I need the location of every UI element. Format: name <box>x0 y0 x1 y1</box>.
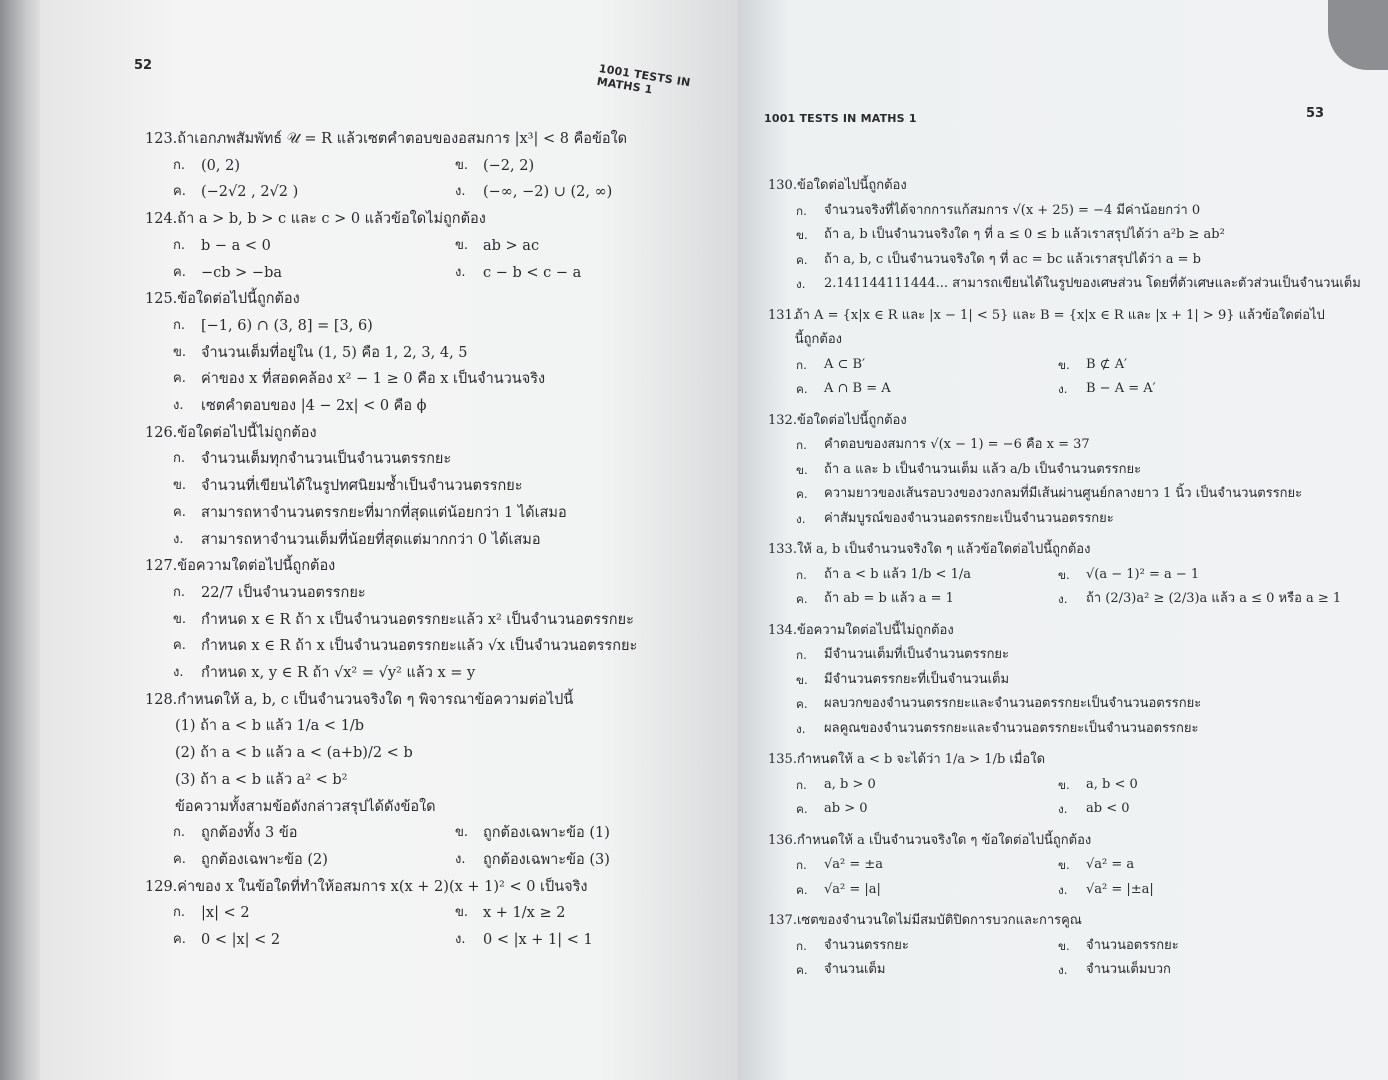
option-label: ค. <box>173 184 186 200</box>
option-text: จำนวนที่เขียนได้ในรูปทศนิยมซ้ำเป็นจำนวนตรรกยะ <box>201 478 523 495</box>
option-label: ก. <box>173 237 186 253</box>
answer-option <box>455 847 725 874</box>
answer-option <box>173 527 725 554</box>
option-text: ab < 0 <box>1086 801 1130 816</box>
answer-option <box>796 563 1058 588</box>
option-text: 0 < |x + 1| < 1 <box>483 932 593 949</box>
answer-option <box>1058 587 1341 612</box>
answer-option <box>1058 563 1341 588</box>
answer-option <box>796 717 1328 742</box>
option-label: ค. <box>796 487 808 501</box>
option-label: ง. <box>173 398 184 414</box>
question-text: ถ้า a > b, b > c และ c > 0 แล้วข้อใดไม่ถูกต้อง <box>177 211 486 228</box>
option-label: ง. <box>455 184 466 200</box>
answer-option <box>1058 377 1328 402</box>
option-list <box>145 313 725 420</box>
question <box>145 286 725 420</box>
question-number: 126. <box>145 424 178 441</box>
answer-option <box>173 153 455 180</box>
answer-option <box>173 446 725 473</box>
answer-option <box>796 643 1328 668</box>
option-text: √a² = |a| <box>824 881 881 897</box>
answer-option <box>796 692 1328 717</box>
option-text: A ∩ B = A <box>824 381 891 396</box>
answer-option <box>173 313 725 340</box>
question-stem <box>768 174 1328 199</box>
left-page <box>40 0 740 1080</box>
answer-option <box>796 773 1058 798</box>
answer-option <box>455 820 725 847</box>
question <box>768 174 1361 297</box>
option-text: A ⊂ B′ <box>824 356 866 372</box>
option-text: จำนวนตรรกยะ <box>824 937 909 953</box>
option-label: ค. <box>796 882 808 897</box>
answer-option <box>1058 958 1328 983</box>
option-label: ข. <box>173 478 187 494</box>
statement: (2) ถ้า a < b แล้ว a < (a+b)/2 < b <box>175 745 413 762</box>
option-label: ก. <box>796 858 807 872</box>
question-number: 135. <box>768 752 797 767</box>
option-label: ค. <box>796 802 808 816</box>
option-list <box>145 820 725 873</box>
answer-option <box>796 458 1328 483</box>
question-list <box>145 126 725 954</box>
question-stem <box>768 909 1328 934</box>
option-label: ค. <box>173 371 186 387</box>
option-text: จำนวนเต็มบวก <box>1086 962 1171 977</box>
option-text: b − a < 0 <box>201 237 271 254</box>
question-number: 123. <box>145 131 178 147</box>
answer-option <box>173 660 725 687</box>
question-text: ข้อใดต่อไปนี้ถูกต้อง <box>796 412 907 428</box>
option-text: a, b > 0 <box>824 776 876 792</box>
question-text: กำหนดให้ a เป็นจำนวนจริงใด ๆ ข้อใดต่อไปนี้ถูกต้อง <box>796 832 1092 848</box>
option-text: B − A = A′ <box>1086 381 1156 396</box>
option-text: 0 < |x| < 2 <box>201 932 281 949</box>
answer-option <box>796 853 1058 878</box>
question-number: 128. <box>145 691 178 708</box>
statement-list <box>145 713 725 820</box>
option-list <box>768 353 1328 402</box>
option-text: มีจำนวนเต็มที่เป็นจำนวนตรรกยะ <box>824 647 1010 662</box>
option-label: ง. <box>173 665 184 681</box>
answer-option <box>455 153 725 180</box>
answer-option <box>173 927 455 954</box>
option-text: จำนวนอตรรกยะ <box>1086 937 1179 953</box>
option-label: ค. <box>796 592 808 606</box>
statement: (3) ถ้า a < b แล้ว a² < b² <box>175 771 348 788</box>
option-text: สามารถหาจำนวนเต็มที่น้อยที่สุดแต่มากกว่า 0 ได้เสมอ <box>201 531 541 548</box>
question-text: ให้ a, b เป็นจำนวนจริงใด ๆ แล้วข้อใดต่อไปนี้ถูกต้อง <box>796 542 1091 557</box>
option-text: |x| < 2 <box>201 905 250 922</box>
option-text: ถ้า (2/3)a² ≥ (2/3)a แล้ว a ≤ 0 หรือ a ≥ 1 <box>1086 591 1342 606</box>
answer-option <box>796 668 1328 693</box>
option-text: [−1, 6) ∩ (3, 8] = [3, 6) <box>201 317 373 334</box>
option-label: ง. <box>1058 882 1068 897</box>
option-label: ก. <box>796 648 807 662</box>
option-label: ข. <box>1058 938 1070 953</box>
option-list <box>145 900 725 953</box>
option-text: ab > 0 <box>824 801 868 816</box>
option-text: สามารถหาจำนวนตรรกยะที่มากที่สุดแต่น้อยกว่า 1 ได้เสมอ <box>201 504 567 521</box>
answer-option <box>173 900 455 927</box>
option-label: ข. <box>173 344 187 360</box>
question <box>145 553 725 687</box>
question <box>768 748 1328 822</box>
option-text: ถูกต้องเฉพาะข้อ (3) <box>483 851 610 868</box>
option-text: กำหนด x ∈ R ถ้า x เป็นจำนวนอตรรกยะแล้ว √x เป็นจำนวนอตรรกยะ <box>201 638 638 655</box>
question-text: กำหนดให้ a < b จะได้ว่า 1/a > 1/b เมื่อใด <box>796 752 1046 767</box>
question-text: ข้อใดต่อไปนี้ถูกต้อง <box>796 178 907 193</box>
question-stem <box>145 687 725 714</box>
option-label: ง. <box>1058 592 1068 606</box>
option-label: ง. <box>455 932 466 948</box>
question-text: ข้อความใดต่อไปนี้ถูกต้อง <box>177 558 336 575</box>
question-text: ถ้าเอกภพสัมพัทธ์ 𝒰 = R แล้วเซตคำตอบของอสมการ |x³| < 8 คือข้อใด <box>177 131 628 147</box>
option-text: √a² = |±a| <box>1086 881 1154 897</box>
option-list <box>145 233 725 286</box>
option-label: ง. <box>796 511 806 526</box>
option-label: ข. <box>796 228 808 242</box>
option-label: ค. <box>796 697 808 711</box>
option-label: ค. <box>796 963 808 977</box>
option-label: ก. <box>173 451 186 467</box>
spacer <box>768 612 1328 619</box>
answer-option <box>173 633 725 660</box>
answer-option <box>455 927 725 954</box>
answer-option <box>796 199 1328 224</box>
option-text: (−2√2 , 2√2 ) <box>201 184 299 201</box>
option-text: a, b < 0 <box>1086 776 1138 792</box>
option-text: ค่าสัมบูรณ์ของจำนวนอตรรกยะเป็นจำนวนอตรรกยะ <box>824 510 1114 526</box>
answer-option <box>173 473 725 500</box>
question <box>145 687 725 874</box>
option-text: กำหนด x, y ∈ R ถ้า √x² = √y² แล้ว x = y <box>201 665 476 682</box>
question-stem <box>768 538 1328 563</box>
question-number: 124. <box>145 211 178 228</box>
option-label: ก. <box>173 317 186 333</box>
question-number: 130. <box>768 178 797 193</box>
option-label: ข. <box>1058 567 1070 582</box>
option-label: ค. <box>796 252 808 267</box>
option-text: ab > ac <box>483 237 540 254</box>
option-list <box>145 153 725 206</box>
answer-option <box>1058 934 1328 959</box>
right-page <box>738 0 1388 1080</box>
option-label: ง. <box>173 531 184 547</box>
option-label: ง. <box>796 721 806 736</box>
option-label: ค. <box>796 382 808 396</box>
option-label: ง. <box>455 264 466 280</box>
option-text: ถ้า a, b, c เป็นจำนวนจริงใด ๆ ที่ ac = bc แล้วเราสรุปได้ว่า a = b <box>824 251 1201 267</box>
option-label: ค. <box>173 932 186 948</box>
question <box>768 304 1328 402</box>
question <box>145 126 725 206</box>
answer-option <box>455 900 725 927</box>
question-text: ข้อใดต่อไปนี้ถูกต้อง <box>177 291 300 308</box>
option-label: ข. <box>796 462 808 477</box>
question-number: 137. <box>768 913 797 928</box>
option-label: ง. <box>455 851 466 867</box>
spacer <box>768 741 1328 748</box>
option-label: ค. <box>173 504 186 520</box>
option-text: ผลบวกของจำนวนตรรกยะและจำนวนอตรรกยะเป็นจำนวนอตรรกยะ <box>824 696 1202 711</box>
option-text: ผลคูณของจำนวนตรรกยะและจำนวนอตรรกยะเป็นจำนวนอตรรกยะ <box>824 720 1199 736</box>
question-text: ถ้า A = {x|x ∈ R และ |x − 1| < 5} และ B = {x|x ∈ R และ |x + 1| > 9} แล้วข้อใดต่อไปนี้ถูกต้อง <box>794 307 1325 347</box>
statement: (1) ถ้า a < b แล้ว 1/a < 1/b <box>175 718 365 735</box>
option-text: (0, 2) <box>201 157 240 174</box>
option-text: ถ้า a, b เป็นจำนวนจริงใด ๆ ที่ a ≤ 0 ≤ b แล้วเราสรุปได้ว่า a²b ≥ ab² <box>824 227 1225 242</box>
option-label: ก. <box>796 938 807 953</box>
answer-option <box>1058 773 1328 798</box>
option-label: ง. <box>796 277 806 291</box>
answer-option <box>173 393 725 420</box>
answer-option <box>173 847 455 874</box>
option-text: √a² = ±a <box>824 857 884 872</box>
option-text: ถูกต้องเฉพาะข้อ (1) <box>483 825 610 842</box>
option-text: ถ้า a และ b เป็นจำนวนเต็ม แล้ว a/b เป็นจำนวนตรรกยะ <box>824 461 1142 477</box>
question-list <box>768 174 1361 990</box>
answer-option <box>796 958 1058 983</box>
option-text: (−∞, −2) ∪ (2, ∞) <box>483 184 613 201</box>
option-label: ข. <box>455 825 469 841</box>
option-text: √a² = a <box>1086 857 1135 872</box>
question-stem <box>768 619 1328 644</box>
question-text: ข้อความใดต่อไปนี้ไม่ถูกต้อง <box>796 622 954 638</box>
option-label: ข. <box>173 611 187 627</box>
question-number: 134. <box>768 622 797 638</box>
question-text: ข้อใดต่อไปนี้ไม่ถูกต้อง <box>177 424 317 441</box>
answer-option <box>173 820 455 847</box>
option-label: ก. <box>173 584 186 600</box>
answer-option <box>1058 878 1328 903</box>
option-label: ข. <box>455 905 469 921</box>
answer-option <box>796 934 1058 959</box>
option-label: ก. <box>796 203 807 218</box>
option-text: x + 1/x ≥ 2 <box>483 905 566 922</box>
option-list <box>145 446 725 553</box>
answer-option <box>173 366 725 393</box>
spacer <box>768 902 1328 909</box>
option-label: ข. <box>455 157 469 173</box>
option-label: ข. <box>1058 357 1070 372</box>
option-text: เซตคำตอบของ |4 − 2x| < 0 คือ ϕ <box>201 398 427 415</box>
option-text: จำนวนเต็มทุกจำนวนเป็นจำนวนตรรกยะ <box>201 451 452 468</box>
spacer <box>768 822 1328 829</box>
option-label: ง. <box>1058 802 1068 816</box>
question-number: 132. <box>768 412 797 428</box>
question <box>768 409 1328 532</box>
option-text: จำนวนเต็มที่อยู่ใน (1, 5) คือ 1, 2, 3, 4, 5 <box>201 344 468 361</box>
answer-option <box>1058 797 1328 822</box>
question-stem <box>145 286 725 313</box>
answer-option <box>796 433 1328 458</box>
option-text: c − b < c − a <box>483 264 582 281</box>
answer-option <box>796 797 1058 822</box>
running-head: 1001 TESTS IN MATHS 1 <box>764 112 917 125</box>
option-text: ถ้า a < b แล้ว 1/b < 1/a <box>824 566 971 582</box>
answer-option <box>173 580 725 607</box>
question-number: 133. <box>768 542 797 557</box>
question-text: เซตของจำนวนใดไม่มีสมบัติปิดการบวกและการคูณ <box>796 913 1082 928</box>
question-text: ค่าของ x ในข้อใดที่ทำให้อสมการ x(x + 2)(x + 1)² < 0 เป็นจริง <box>177 878 588 895</box>
option-label: ค. <box>173 264 186 280</box>
answer-option <box>796 878 1058 903</box>
option-label: ก. <box>796 777 807 792</box>
option-text: มีจำนวนตรรกยะที่เป็นจำนวนเต็ม <box>824 671 1010 687</box>
answer-option <box>173 607 725 634</box>
option-text: 22/7 เป็นจำนวนอตรรกยะ <box>201 584 366 601</box>
option-label: ก. <box>796 438 807 452</box>
question-stem <box>145 420 725 447</box>
option-text: กำหนด x ∈ R ถ้า x เป็นจำนวนอตรรกยะแล้ว x² เป็นจำนวนอตรรกยะ <box>201 611 634 628</box>
question-stem <box>145 553 725 580</box>
answer-option <box>796 482 1328 507</box>
answer-option <box>1058 853 1328 878</box>
answer-option <box>173 500 725 527</box>
option-label: ง. <box>1058 963 1068 977</box>
question-stem <box>145 126 725 153</box>
question-text: กำหนดให้ a, b, c เป็นจำนวนจริงใด ๆ พิจารณาข้อความต่อไปนี้ <box>177 691 574 708</box>
page-number: 52 <box>134 58 153 73</box>
statement: ข้อความทั้งสามข้อดังกล่าวสรุปได้ดังข้อใด <box>175 798 436 815</box>
spacer <box>768 297 1328 304</box>
option-text: คำตอบของสมการ √(x − 1) = −6 คือ x = 37 <box>824 437 1090 452</box>
answer-option <box>1058 353 1328 378</box>
option-label: ค. <box>173 638 186 654</box>
option-label: ข. <box>1058 858 1070 872</box>
question-stem <box>768 829 1328 854</box>
option-label: ข. <box>455 237 469 253</box>
question <box>145 206 725 286</box>
spacer <box>768 402 1328 409</box>
question <box>145 874 725 954</box>
question-number: 125. <box>145 291 178 308</box>
answer-option <box>173 233 455 260</box>
answer-option <box>455 260 725 287</box>
option-text: 2.141144111444... สามารถเขียนได้ในรูปของเศษส่วน โดยที่ตัวเศษและตัวส่วนเป็นจำนวนเต็ม <box>824 276 1361 291</box>
question-number: 131. <box>768 307 797 323</box>
option-text: ถูกต้องทั้ง 3 ข้อ <box>201 825 298 842</box>
answer-option <box>455 233 725 260</box>
answer-option <box>455 179 725 206</box>
question-number: 136. <box>768 832 797 848</box>
option-label: ก. <box>796 567 807 582</box>
option-text: ถูกต้องเฉพาะข้อ (2) <box>201 851 328 868</box>
option-text: B ⊄ A′ <box>1086 356 1128 372</box>
option-label: ข. <box>1058 777 1070 792</box>
question-stem <box>145 874 725 901</box>
question-number: 129. <box>145 878 178 895</box>
question-number: 127. <box>145 558 178 575</box>
option-list <box>145 580 725 687</box>
option-list <box>768 643 1328 741</box>
page-number: 53 <box>1306 106 1325 121</box>
option-label: ข. <box>796 672 808 687</box>
question <box>768 909 1328 983</box>
answer-option <box>173 340 725 367</box>
option-text: จำนวนเต็ม <box>824 962 886 977</box>
book-edge <box>0 0 44 1080</box>
question <box>768 829 1328 903</box>
question-stem <box>145 206 725 233</box>
question <box>768 538 1342 612</box>
option-text: −cb > −ba <box>201 264 282 281</box>
question <box>145 420 725 554</box>
option-list <box>768 433 1328 531</box>
option-label: ก. <box>173 825 186 841</box>
question-stem <box>768 409 1328 434</box>
answer-option <box>796 587 1058 612</box>
option-text: √(a − 1)² = a − 1 <box>1086 566 1200 582</box>
answer-option <box>796 272 1361 297</box>
option-text: จำนวนจริงที่ได้จากการแก้สมการ √(x + 25) = −4 มีค่าน้อยกว่า 0 <box>824 202 1201 218</box>
option-label: ก. <box>173 905 186 921</box>
option-list <box>768 199 1361 297</box>
answer-option <box>173 260 455 287</box>
answer-option <box>796 507 1328 532</box>
spacer <box>768 531 1328 538</box>
option-text: (−2, 2) <box>483 157 535 174</box>
background-corner <box>1328 0 1388 70</box>
option-text: ค่าของ x ที่สอดคล้อง x² − 1 ≥ 0 คือ x เป็นจำนวนจริง <box>201 371 546 388</box>
answer-option <box>173 179 455 206</box>
option-list <box>768 853 1328 902</box>
answer-option <box>796 223 1328 248</box>
answer-option <box>796 353 1058 378</box>
option-label: ก. <box>173 157 186 173</box>
option-label: ง. <box>1058 382 1068 396</box>
option-label: ก. <box>796 357 807 372</box>
answer-option <box>796 248 1328 273</box>
option-label: ค. <box>173 851 186 867</box>
option-list <box>768 563 1342 612</box>
option-text: ถ้า ab = b แล้ว a = 1 <box>824 591 954 606</box>
option-text: ความยาวของเส้นรอบวงของวงกลมที่มีเส้นผ่านศูนย์กลางยาว 1 นิ้ว เป็นจำนวนตรรกยะ <box>824 486 1303 501</box>
option-list <box>768 934 1328 983</box>
question-stem <box>768 304 1328 353</box>
option-list <box>768 773 1328 822</box>
question-stem <box>768 748 1328 773</box>
answer-option <box>796 377 1058 402</box>
spacer <box>768 983 1328 990</box>
running-head: 1001 TESTS IN MATHS 1 <box>595 62 692 97</box>
question <box>768 619 1328 742</box>
